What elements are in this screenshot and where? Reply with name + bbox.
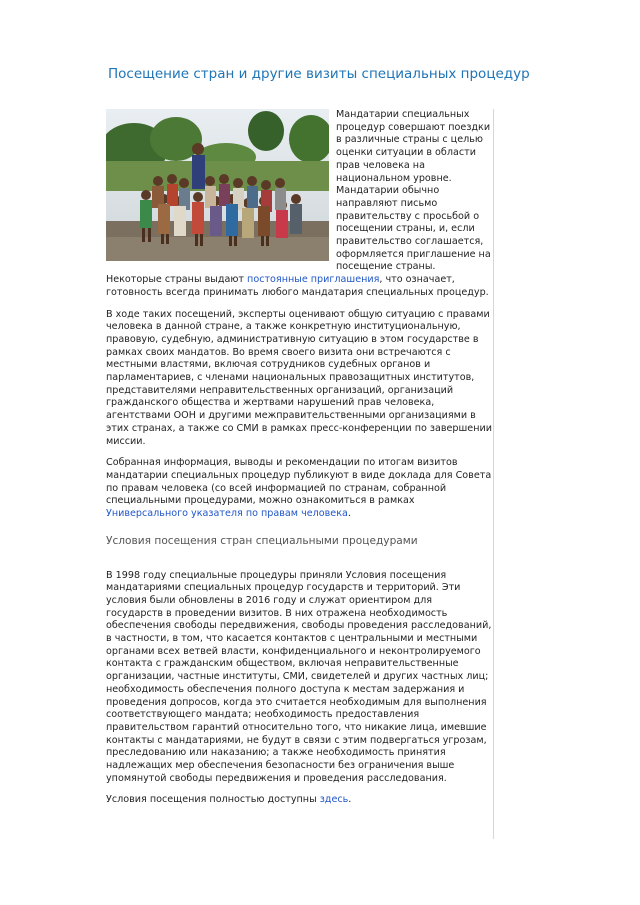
page-title: Посещение стран и другие визиты специальных процедур [108,66,530,82]
group-photo-children-icon [106,109,329,261]
terms-paragraph: В 1998 году специальные процедуры приняли Условия посещения мандатариями специальных процедур государств и территорий. Эти условия были обновлены в 2016 году и служат ориентиром для государств в проведении визитов. В них отражена необходимость обеспечения свободы передвижения, свободы проведения расследований, в частности, в том, что касается контактов с центральными и местными органами всех ветвей власти, конфиденциального и неконтролируемого контакта с гражданским обществом, включая неправительственные организации, частные институты, СМИ, свидетелей и других частных лиц; необходимость обеспечения полного доступа к местам задержания и проведения допросов, когда это считается необходимым для выполнения соответствующего мандата; необходимость предоставления правительством гарантий относительно того, что никакие лица, имевшие контакты с мандатариями, не будут в связи с этим подвергаться угрозам, преследованию или наказанию; а также необходимость принятия надлежащих мер обеспечения безопасности без ограничения выше упомянутой свободы передвижения и проведения расследования. [106,569,492,784]
terms-availability-paragraph [106,794,492,807]
reports-text-start: Собранная информация, выводы и рекомендации по итогам визитов мандатарии специальных процедур публикуют в виде доклада для Совета по правам человека (со всей информацией по странам, собранной специальными процедурами, можно ознакомиться в рамках [106,457,492,507]
visits-paragraph: В ходе таких посещений, эксперты оценивают общую ситуацию с правами человека в данной стране, а также конкретную институциональную, правовую, судебную, административную ситуацию в этом государстве в рамках своих мандатов. Во время своего визита они встречаются с местными властями, включая сотрудников судебных органов и парламентариев, с членами национальных правозащитных институтов, представителями неправительственных организаций, организаций гражданского общества и жертвами нарушений прав человека, агентствами ООН и другими межправительственными организациями в этих странах, а также со СМИ в рамках пресс-конференции по завершении миссии. [106,308,492,447]
article-body [106,109,492,816]
reports-paragraph [106,457,492,521]
terms-availability-text: Условия посещения полностью доступны [106,794,320,806]
reports-text-end: . [347,508,351,520]
section-heading: Условия посещения стран специальными процедурами [106,534,418,547]
terms-availability-end: . [348,794,352,806]
intro-text-start: Мандатарии специальных процедур совершают поездки в различные страны с целью оценки ситуации в области прав человека на национальном уровне. Мандатарии обычно направляют письмо правительству с просьбой о посещении страны, и, если правительство соглашается, оформляется приглашение на посещение страны. Некоторые страны выдают [106,109,491,286]
universal-index-link[interactable]: Универсального указателя по правам человека [106,508,348,520]
standing-invitations-link[interactable]: постоянные приглашения [247,274,380,286]
terms-here-link[interactable]: здесь [319,794,349,806]
group-photo [106,109,329,261]
intro-text-end: , что означает, готовность всегда принимать любого мандатария специальных процедур. [106,274,489,298]
column-divider [493,109,494,839]
